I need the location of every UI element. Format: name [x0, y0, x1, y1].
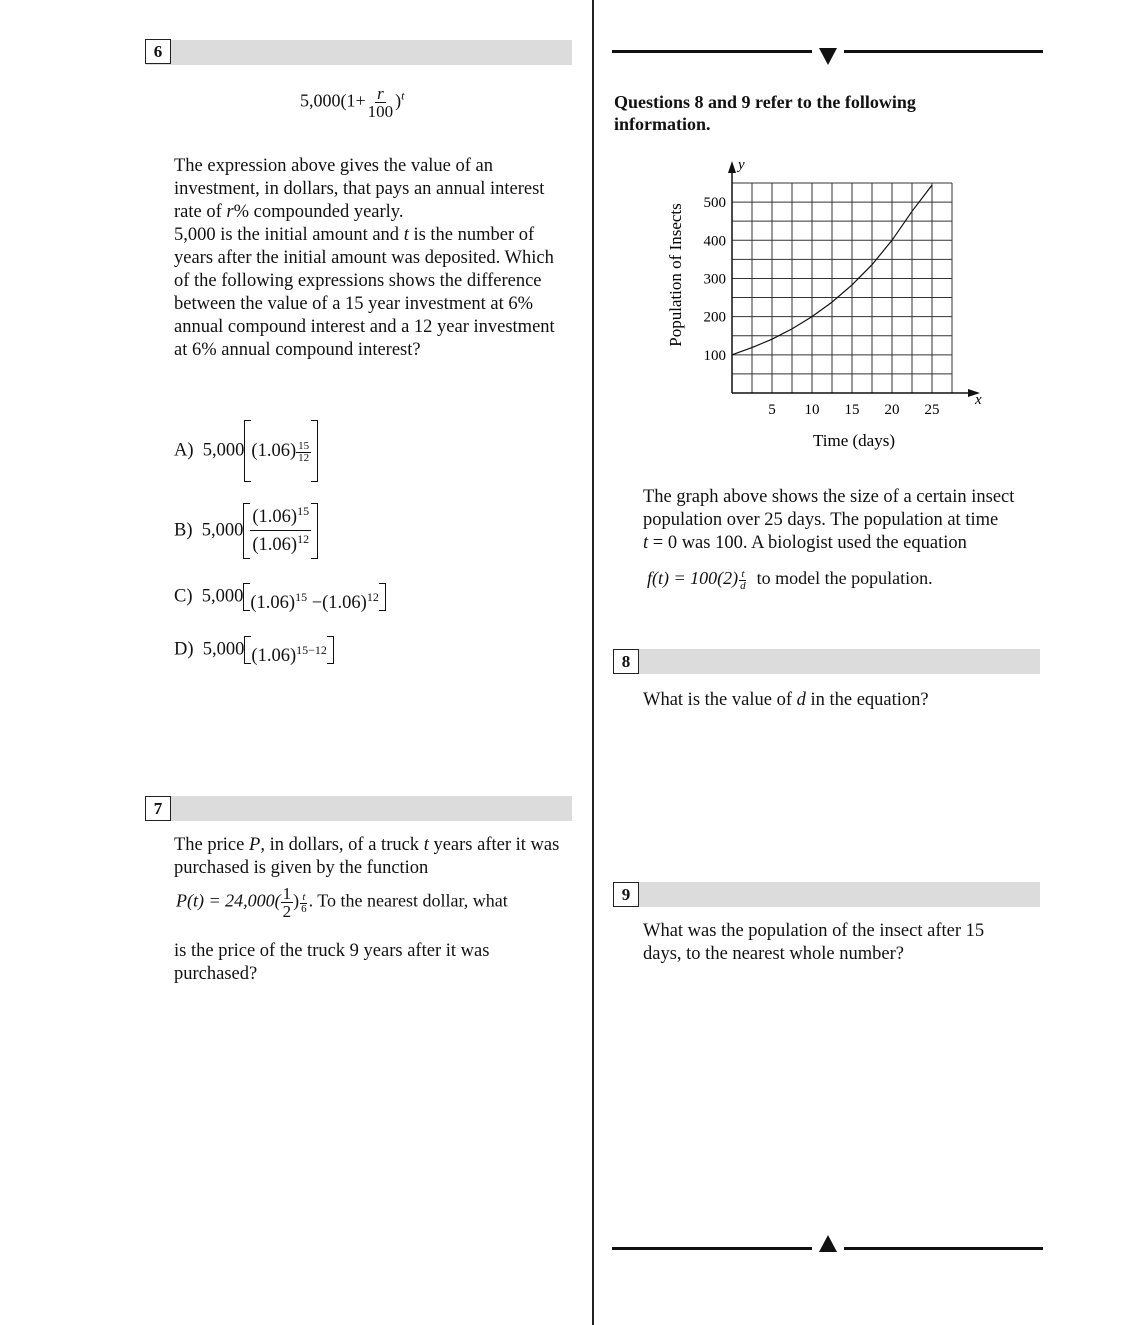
eq-exp-num: t: [741, 568, 745, 580]
choice-b-fraction: [250, 503, 311, 558]
q6-expr-frac-den: 100: [367, 102, 394, 121]
choice-c-coef: 5,000: [201, 586, 244, 607]
eq-exp-frac: [738, 569, 748, 592]
choice-c-minus: −: [311, 593, 323, 614]
q7-text-part1: The price: [174, 835, 245, 855]
intro-line-1: Questions 8 and 9 refer to the following: [614, 92, 916, 112]
choice-b-bracket: [243, 503, 318, 559]
y-tick-label: 500: [703, 195, 726, 212]
question-8-header-bar: [614, 649, 1040, 674]
q7-text-bottom: is the price of the truck 9 years after it was purchased?: [174, 941, 490, 984]
q6-expression: [300, 85, 405, 120]
q7-text-top: [174, 834, 564, 880]
q7-text-part3: years after it was purchased is given by the function: [174, 835, 560, 878]
chart-xlabel: Time (days): [812, 431, 896, 450]
q6-expr-frac-num: r: [377, 84, 384, 103]
choice-c-bracket: [243, 583, 385, 614]
eq-prefix: f(t) = 100(2): [647, 568, 739, 588]
question-8-number: 8: [613, 649, 639, 674]
question-7-number: 7: [145, 796, 171, 821]
desc-var-t: t: [643, 533, 649, 553]
q6-text: [174, 155, 559, 362]
q8-text-part1: What is the value of: [643, 690, 792, 710]
q7-func-exp-num: t: [302, 890, 306, 903]
choice-a-exp-num: 15: [298, 439, 310, 452]
q6-choice-d[interactable]: [174, 636, 334, 667]
q6-choice-b[interactable]: [174, 503, 318, 559]
choice-d-bracket: [244, 636, 333, 667]
q8-9-intro: [614, 91, 916, 135]
choice-c-a-exp: 15: [295, 590, 308, 604]
choice-b-label: B): [174, 520, 193, 541]
y-tick-label: 100: [703, 347, 726, 364]
chart-axes: [728, 161, 980, 397]
q6-choice-a[interactable]: [174, 420, 318, 482]
eq-suffix: to model the population.: [756, 568, 933, 588]
model-equation: [647, 568, 933, 592]
q6-choice-c[interactable]: [174, 583, 386, 614]
q6-expr-prefix: 5,000(1+: [300, 90, 366, 111]
q7-func-exp-den: 6: [301, 902, 307, 915]
choice-d-base: (1.06): [251, 646, 297, 667]
choice-c-a-base: (1.06): [250, 593, 296, 614]
q6-expr-exponent: t: [401, 88, 405, 103]
choice-a-exp-frac: [296, 441, 311, 464]
q8-text-part2: in the equation?: [810, 690, 929, 710]
q6-text-part2: % compounded yearly.: [233, 202, 404, 222]
q7-text-part2: , in dollars, of a truck: [260, 835, 420, 855]
x-tick-label: 25: [924, 402, 940, 418]
choice-d-label: D): [174, 639, 194, 660]
x-tick-label: 15: [844, 402, 860, 418]
choice-a-bracket: [244, 420, 318, 482]
chart-description: [643, 486, 1043, 555]
q7-text-part4: . To the nearest dollar, what: [308, 890, 508, 911]
choice-b-coef: 5,000: [201, 520, 244, 541]
chart-y-axis-letter: y: [738, 157, 745, 173]
q6-expr-suffix: ): [395, 90, 402, 111]
q7-var-P: P: [249, 835, 261, 855]
q7-func-exp-frac: [299, 892, 309, 915]
insect-population-chart: [655, 150, 1005, 460]
y-axis-arrow: [728, 161, 736, 173]
x-tick-label: 10: [804, 402, 820, 418]
question-9-header-bar: [614, 882, 1040, 907]
desc-part1: The graph above shows the size of a certain insect population over 25 days. The population at time: [643, 487, 1015, 530]
choice-c-b-base: (1.06): [322, 593, 367, 614]
x-tick-label: 5: [768, 402, 776, 418]
q6-expr-fraction: [366, 85, 396, 120]
q8-var-d: d: [796, 690, 806, 710]
choice-b-num: [250, 503, 311, 531]
bottom-rule-right: [844, 1247, 1043, 1250]
choice-a-base: (1.06): [251, 441, 297, 461]
chart-ylabel: Population of Insects: [666, 203, 685, 347]
choice-a-label: A): [174, 440, 194, 461]
column-divider: [592, 0, 594, 1325]
question-9-number: 9: [613, 882, 639, 907]
intro-line-2: information.: [614, 114, 711, 134]
q6-text-part1: The expression above gives the value of an investment, in dollars, that pays an annual interest rate of: [174, 156, 545, 222]
choice-b-den-exp: 12: [297, 532, 310, 547]
y-tick-label: 300: [703, 271, 726, 288]
q6-text-part4: is the number of years after the initial amount was deposited. Which of the following expressions shows the difference between the value of a 15 year investment at 6% annual compound interest and a 12 year investment at 6% annual compound interest?: [174, 225, 555, 360]
q9-text: What was the population of the insect after 15 days, to the nearest whole number?: [643, 921, 985, 964]
q6-var-r: r: [226, 202, 234, 222]
q8-text: [643, 689, 929, 712]
choice-d-exp: 15−12: [296, 643, 327, 657]
q6-text-part3: 5,000 is the initial amount and: [174, 225, 400, 245]
choice-c-b-exp: 12: [366, 590, 379, 604]
bottom-rule-left: [612, 1247, 812, 1250]
choice-a-exp-den: 12: [298, 451, 310, 464]
chart-grid: [732, 183, 952, 393]
choice-d-coef: 5,000: [202, 639, 245, 660]
desc-part2: = 0 was 100. A biologist used the equation: [652, 533, 967, 553]
x-tick-label: 20: [884, 402, 900, 418]
q7-func-suffix: ): [293, 890, 300, 911]
choice-b-num-exp: 15: [297, 504, 310, 518]
y-tick-label: 400: [703, 233, 726, 250]
choice-a-coef: 5,000: [202, 440, 245, 461]
q6-var-t: t: [403, 225, 409, 245]
y-tick-label: 200: [703, 309, 726, 326]
question-6-number: 6: [145, 39, 171, 64]
top-rule-right: [844, 50, 1043, 53]
q7-func-frac-den: 2: [282, 902, 292, 921]
top-rule-left: [612, 50, 812, 53]
chart-tick-labels: [704, 195, 940, 418]
up-arrow-icon: [819, 1235, 837, 1252]
down-arrow-icon: [819, 48, 837, 65]
q7-var-t: t: [423, 835, 429, 855]
q7-function: [176, 885, 508, 920]
question-7-header-bar: [146, 796, 572, 821]
q7-func-prefix: P(t) = 24,000(: [176, 890, 281, 911]
choice-b-den-base: (1.06): [252, 535, 298, 556]
question-6-header-bar: [146, 40, 572, 65]
eq-exp-den: d: [740, 580, 746, 592]
choice-c-label: C): [174, 586, 193, 607]
q7-func-fraction: [281, 885, 294, 920]
choice-b-num-base: (1.06): [252, 507, 298, 528]
q7-func-frac-num: 1: [282, 884, 292, 903]
choice-b-den: [250, 531, 311, 558]
chart-x-axis-letter: x: [975, 392, 982, 408]
